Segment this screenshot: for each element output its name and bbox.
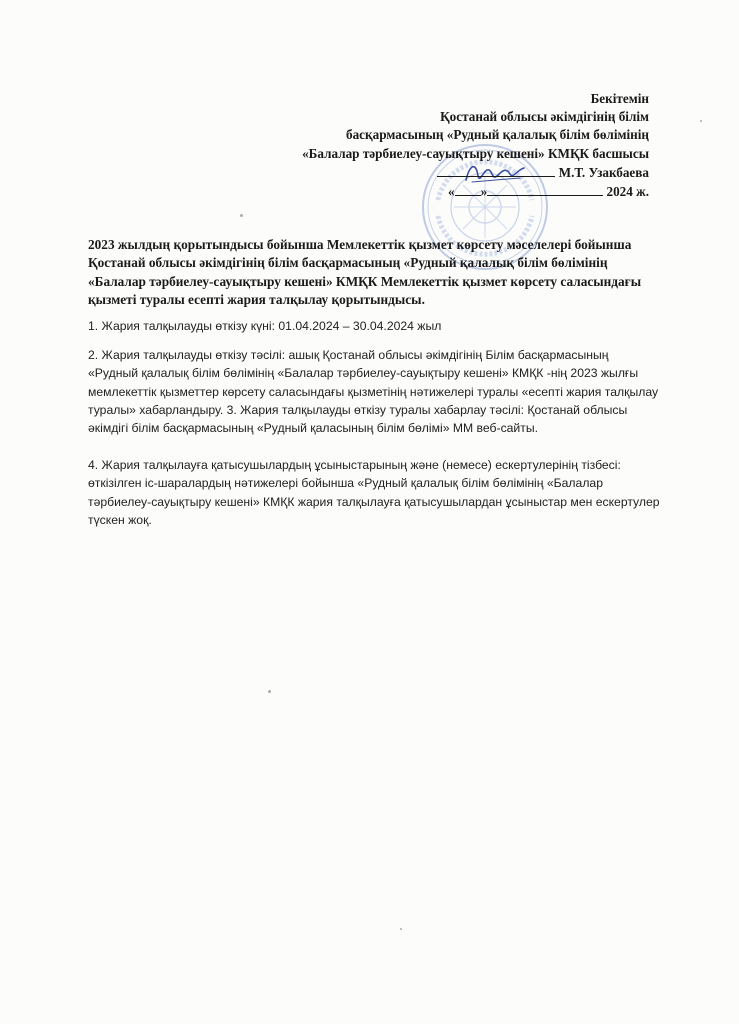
date-open-quote: « xyxy=(447,184,455,200)
paragraph-discussion-date: 1. Жария талқылауды өткізу күні: 01.04.2024 – 30.04.2024 жыл xyxy=(88,319,442,333)
month-blank xyxy=(487,182,603,196)
paragraph-proposals-list: 4. Жария талқылауға қатысушылардың ұсыныстарының және (немесе) ескертулерінің тізбесі: өткізілген іс-шаралардың нәтижелері бойынша «Рудный қалалық білім бөлімінің «Балалар тәрбиелеу-сауықтыру кешені» КМҚК жария талқылауға қатысушылардан ұсыныстар мен ескертулер түскен жоқ. xyxy=(88,458,660,527)
document-title: 2023 жылдың қорытындысы бойынша Мемлекеттік қызмет көрсету мәселелері бойынша Қостанай облысы әкімдігінің білім басқармасының «Рудный қалалық білім бөлімінің «Балалар тәрбиелеу-сауықтыру кешені» КМҚК Мемлекеттік қызмет көрсету саласындағы қызметі туралы есепті жария талқылау қорытындысы. xyxy=(88,237,642,307)
date-line-row xyxy=(229,182,649,201)
signature-line xyxy=(437,163,555,177)
approval-organization-line: Қостанай облысы әкімдігінің білім xyxy=(440,109,649,125)
scan-speck xyxy=(700,120,702,122)
approval-heading: Бекітемін xyxy=(590,91,649,106)
date-year: 2024 ж. xyxy=(606,184,649,200)
approval-position-line: «Балалар тәрбиелеу-сауықтыру кешені» КМҚК басшысы xyxy=(302,145,649,161)
scan-speck xyxy=(268,690,271,693)
day-blank xyxy=(455,182,481,196)
date-close-quote: » xyxy=(480,184,488,200)
scan-speck xyxy=(240,214,243,217)
signer-name: М.Т. Узакбаева xyxy=(558,164,649,180)
paragraph-discussion-method: 2. Жария талқылауды өткізу тәсілі: ашық Қостанай облысы әкімдігінің Білім басқармасының «Рудный қалалық білім бөлімінің «Балалар тәрбиелеу-сауықтыру кешені» КМҚК -нің 2023 жылғы мемлекеттік қызметтер көрсету саласындағы қызметінің нәтижелері туралы «есепті жария талқылау туралы» хабарландыру. 3. Жария талқылауды өткізу туралы хабарлау тәсілі: Қостанай облысы әкімдігі білім басқармасының «Рудный қаласының білім бөлімі» ММ веб-сайты. xyxy=(88,348,659,436)
approval-block xyxy=(229,90,649,201)
approval-organization-line: басқармасының «Рудный қалалық білім бөлімінің xyxy=(345,127,649,143)
scan-speck xyxy=(400,928,402,930)
signature-line-row xyxy=(229,163,649,182)
